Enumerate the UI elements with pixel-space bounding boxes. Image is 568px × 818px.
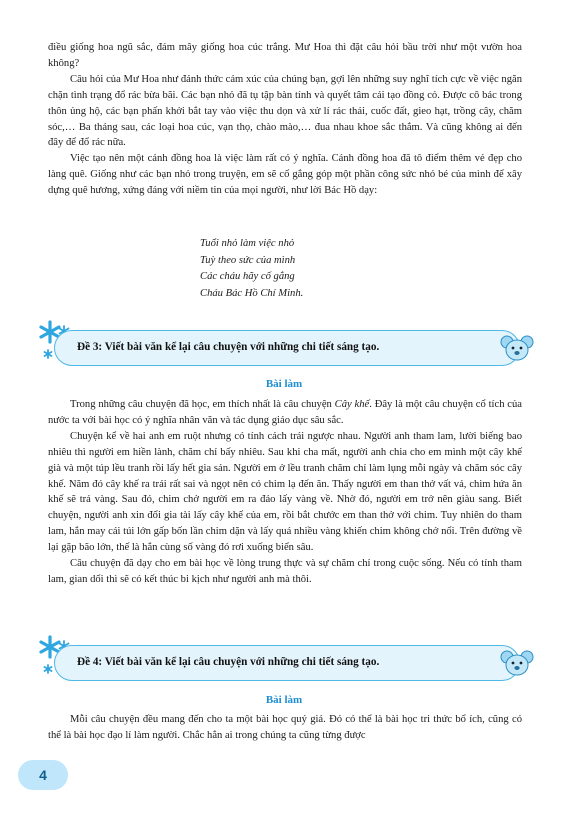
section4-paragraph-1: Mỗi câu chuyện đều mang đến cho ta một bài học quý giá. Đó có thể là bài học tri thức bổ ích, cũng có thể là bài học đạo lí làm người. Chắc hẳn ai trong chúng ta cũng từng được: [48, 714, 522, 741]
poem-line: Các cháu hãy cố gắng: [200, 271, 295, 283]
section3-paragraph-1-text-a: Trong những câu chuyện đã học, em thích nhất là câu chuyện: [70, 399, 335, 410]
intro-block: [48, 40, 522, 199]
story-title: Cây khế: [334, 399, 370, 410]
koala-mascot-icon: [500, 333, 534, 365]
poem-line: Tuổi nhỏ làm việc nhỏ: [200, 238, 295, 249]
section4-heading-box: [54, 645, 520, 681]
section3-heading-box: [54, 330, 520, 366]
section3-paragraph-2: Chuyện kể về hai anh em ruột nhưng có tính cách trái ngược nhau. Người anh tham lam, lười biếng bao nhiêu thì người em hiền lành, chăm chỉ bấy nhiêu. Sau khi cha mất, người anh chia cho em mình một cây khế già và một túp lều tranh rồi lấy hết gia sản. Người em ở lều tranh chăm chỉ làm lụng mỗi ngày và chăm sóc cây khế. Năm đó cây khế ra trái rất sai và ngọt nên có chim lạ đến ăn. Thấy người em than thở vất vả, chim hứa ăn khế sẽ trả vàng. Sau đó, chim chở người em ra đảo lấy vàng về. Nhờ đó, người em trở nên giàu sang. Biết chuyện, người anh xin đổi gia tài lấy cây khế của em, rồi bắt chước em than thở với chim. Tuy nhiên do tham lam, hắn may cái túi lớn gấp bốn lần chim dặn và lấy quá nhiều vàng khiến chim không chở nổi. Trên đường về lại gặp bão lớn, thế là hắn cùng số vàng đó rơi xuống biển sâu.: [48, 430, 522, 554]
page-number-badge: 4: [18, 760, 68, 790]
poem: [200, 236, 303, 302]
section3-paragraph-1-text-b: . Đây là một câu chuyện cổ tích của nước ta với bài học có ý nghĩa nhân văn và tác dụng giáo dục sâu sắc.: [48, 399, 523, 426]
intro-paragraph-0: điều giống hoa ngũ sắc, đám mây giống hoa cúc trắng. Mư Hoa thì đặt câu hỏi bầu trời như một vườn hoa không?: [48, 42, 522, 69]
section3-paragraph-1: [48, 397, 522, 429]
intro-paragraph-1: Câu hỏi của Mư Hoa như đánh thức cảm xúc của chúng bạn, gợi lên những suy nghĩ tích cực về việc ngăn chặn tình trạng đổ rác bừa bãi. Các bạn nhỏ đã tụ tập bàn tính và quyết tâm cải tạo đồng cỏ. Được cô bác trong thôn ủng hộ, các bạn phấn khởi bắt tay vào việc thu dọn và xử lí rác thải, cuốc đất, gieo hạt, trồng cây, chăm sóc,… Ba tháng sau, các loại hoa cúc, vạn thọ, chào mào,… đua nhau khoe sắc thắm. Và cũng không ai đến đây để đổ rác nữa.: [48, 73, 522, 149]
poem-line: Cháu Bác Hồ Chí Minh.: [200, 287, 304, 299]
intro-paragraph-2: Việc tạo nên một cánh đồng hoa là việc làm rất có ý nghĩa. Cánh đồng hoa đã tô điểm thêm vẻ đẹp cho làng quê. Giống như các bạn nhỏ trong truyện, em sẽ cố gắng góp một phần công sức nhỏ bé của mình để xây dựng quê hương, xứng đáng với niềm tin của mọi người, như lời Bác Hồ dạy:: [48, 153, 522, 197]
section3-bai-lam-title: Bài làm: [265, 378, 303, 390]
section4-body: [48, 712, 522, 744]
koala-mascot-icon: [500, 648, 534, 680]
section3-heading: Đề 3: Viết bài văn kể lại câu chuyện với những chi tiết sáng tạo.: [77, 341, 380, 353]
poem-line: Tuỳ theo sức của mình: [200, 254, 296, 266]
section3-paragraph-3: Câu chuyện đã dạy cho em bài học về lòng trung thực và sự chăm chỉ trong cuộc sống. Nếu có tính tham lam, gian dối thì sẽ có kết thúc bi kịch như người anh mà thôi.: [48, 558, 522, 585]
section4-heading: Đề 4: Viết bài văn kể lại câu chuyện với những chi tiết sáng tạo.: [77, 656, 380, 668]
section3-body: [48, 397, 522, 588]
section4-bai-lam-title: Bài làm: [265, 694, 303, 706]
